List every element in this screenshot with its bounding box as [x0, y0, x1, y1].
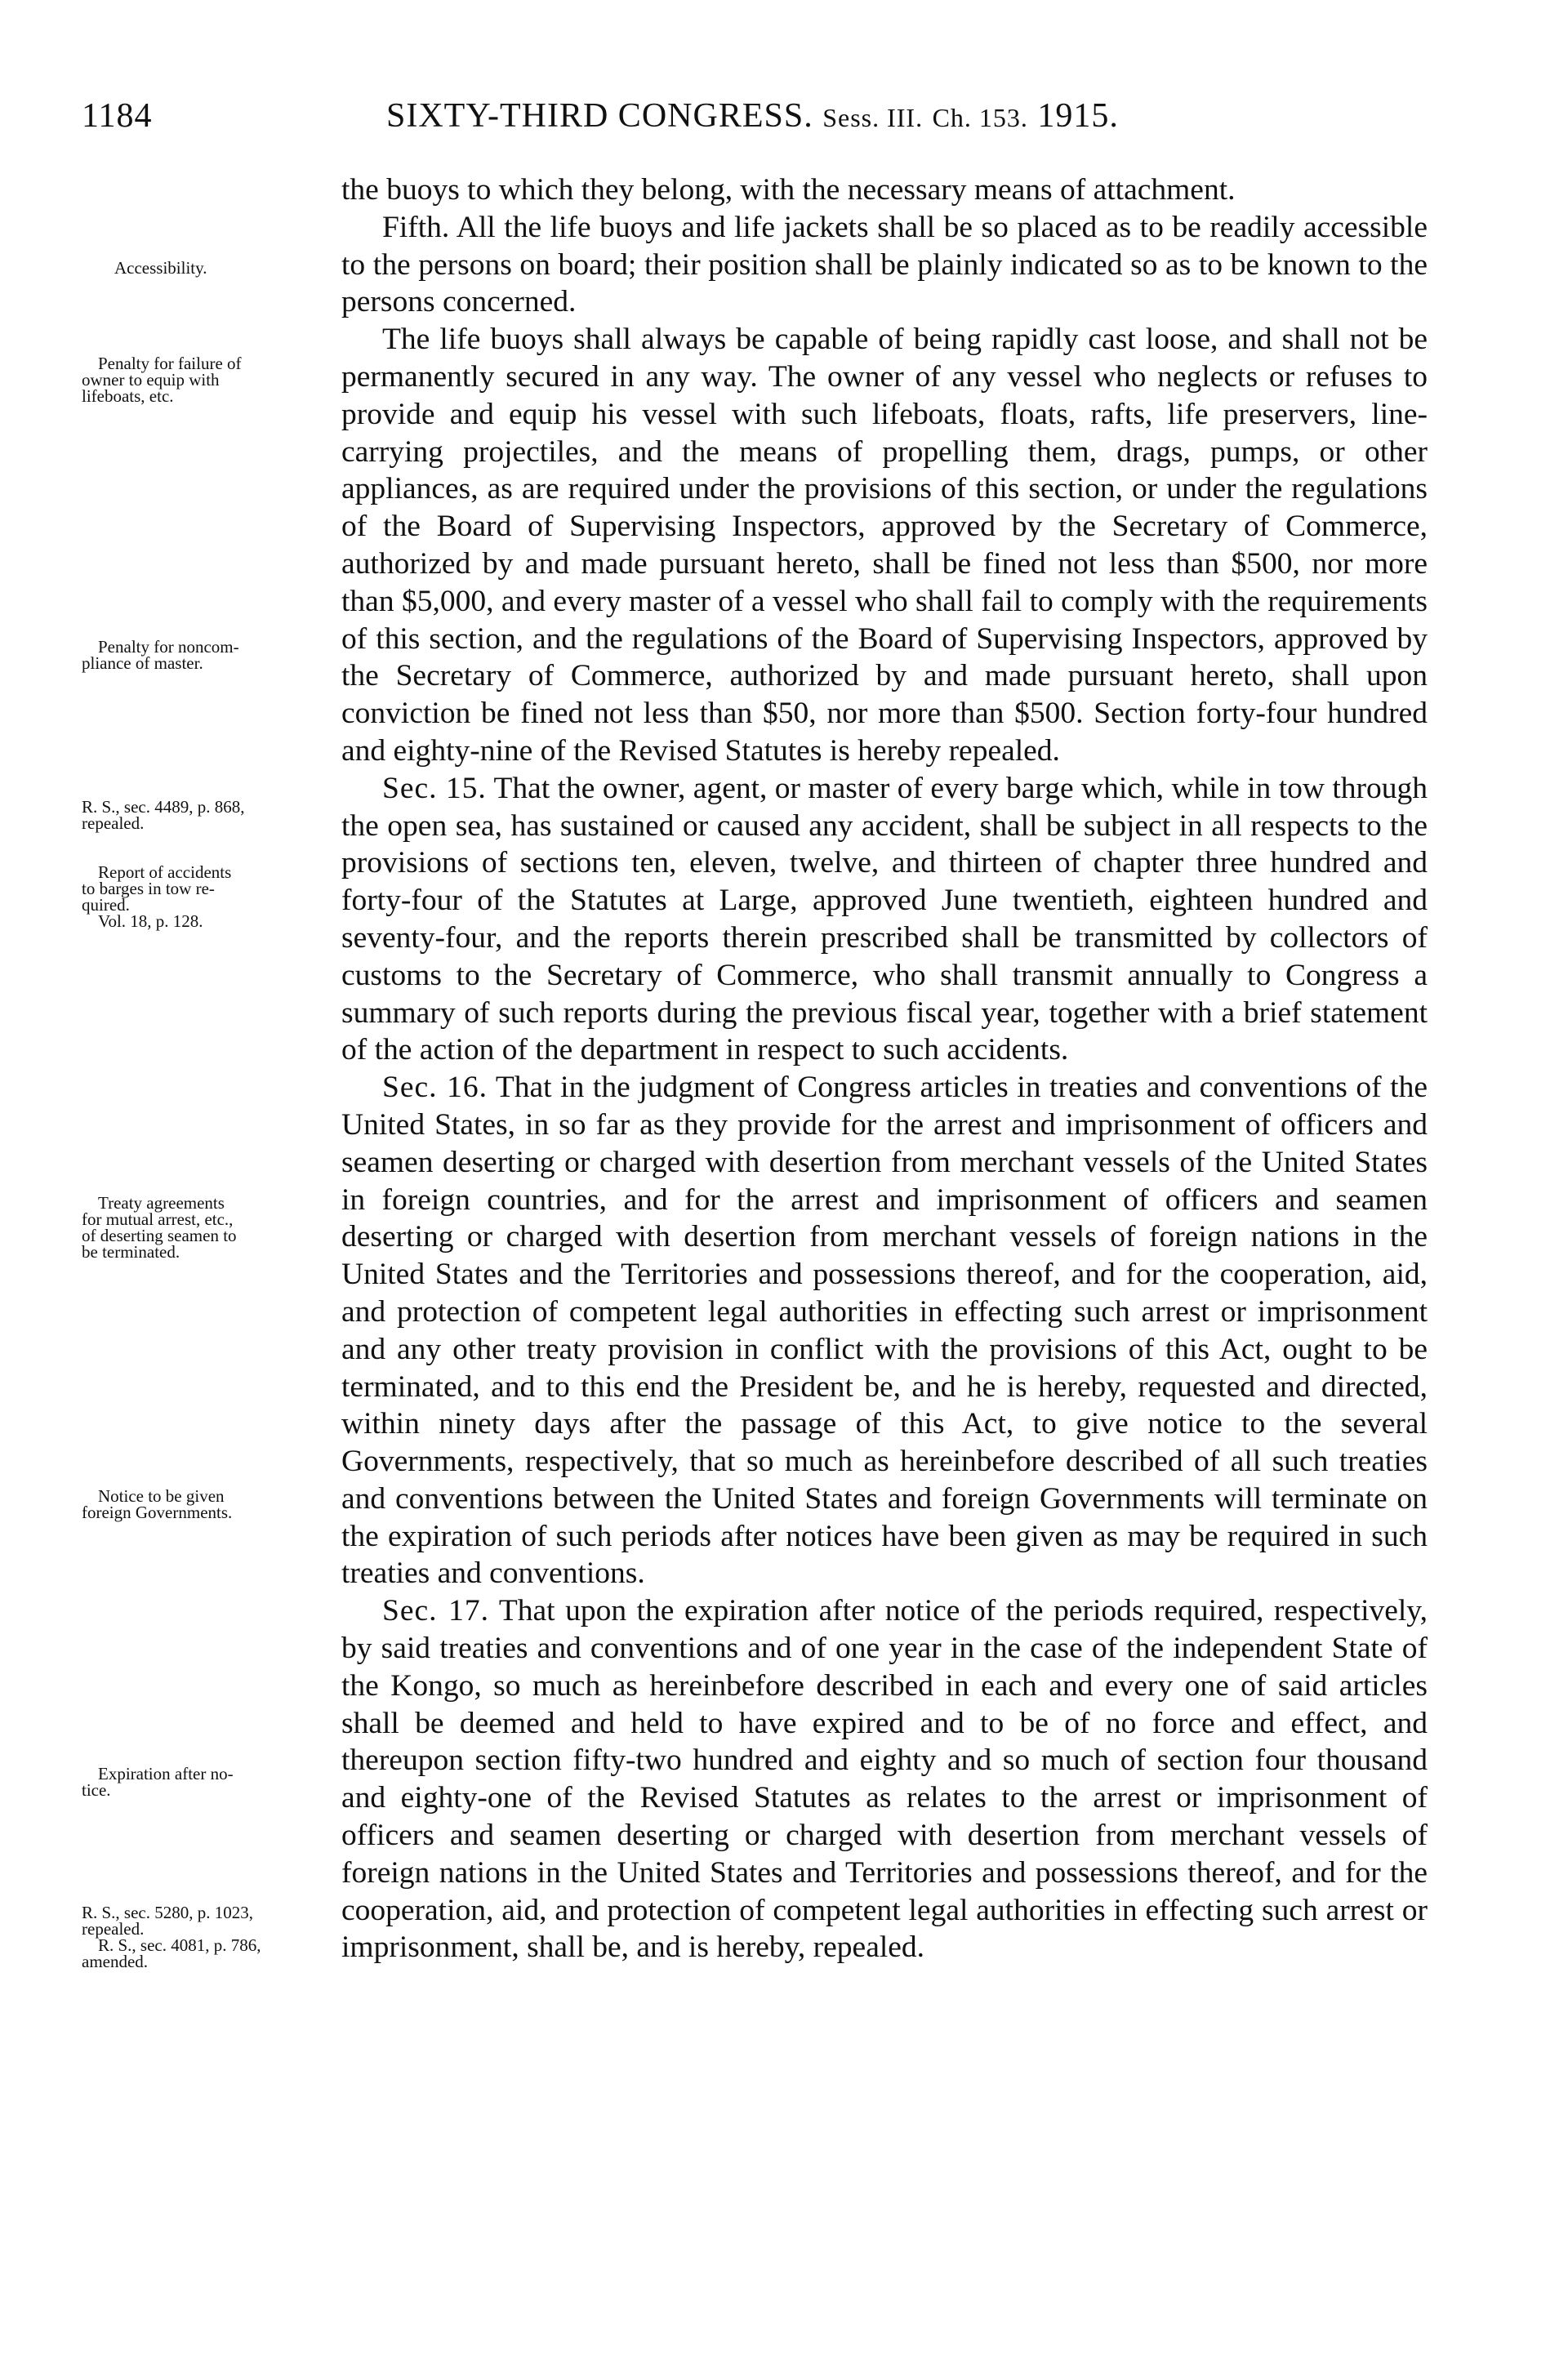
- paragraph-sec-15: [341, 770, 1428, 1069]
- margin-note-line: Expiration after no-: [98, 1764, 234, 1783]
- margin-note-line: Treaty agreements: [98, 1193, 225, 1213]
- margin-note-line: pliance of master.: [82, 653, 203, 673]
- margin-note-line: Accessibility.: [114, 258, 207, 278]
- margin-note-line: Penalty for noncom-: [98, 637, 239, 657]
- margin-note-line: of deserting seamen to: [82, 1226, 237, 1245]
- margin-note-line: repealed.: [82, 1919, 145, 1939]
- year-label: 1915.: [1037, 97, 1119, 135]
- section-text: That upon the expiration after notice of the periods required, respectively, by said treaties and conventions and of one year in the case of the independent State of the Kongo, so much as hereinbefore described in each and every one of said articles shall be deemed and held to have expired and to be of no force and effect, and thereupon section fifty-two hundred and eighty and so much of section four thousand and eighty-one of the Revised Statutes as relates to the arrest or imprisonment of officers and seamen deserting or charged with desertion from merchant vessels of foreign nations in the United States and Territories and possessions thereof, and for the cooperation, aid, and protection of competent legal authorities in effecting such arrest or imprisonment, shall be, and is hereby, repealed.: [341, 1594, 1428, 1965]
- chapter-label: Ch. 153.: [932, 103, 1028, 132]
- margin-note-line: be terminated.: [82, 1242, 180, 1262]
- section-number: Sec. 15.: [382, 771, 487, 805]
- margin-note-rs-5280-4081: [82, 1904, 327, 1970]
- running-head: [386, 96, 1119, 136]
- margin-note-penalty-owner: [82, 355, 327, 404]
- margin-note-accessibility: [82, 260, 327, 276]
- margin-note-line: repealed.: [82, 813, 145, 833]
- section-text: That in the judgment of Congress articles in treaties and conventions of the United States, in so far as they provide for the arrest and imprisonment of officers and seamen deserting or charged with desertion from merchant vessels of the United States in foreign countries, and for the arrest and imprisonment of officers and seamen deserting or charged with desertion from merchant vessels of foreign nations in the United States and the Territories and possessions thereof, and for the cooperation, aid, and protection of competent legal authorities in effecting such arrest or imprisonment and any other treaty provision in conflict with the provisions of this Act, ought to be terminated, and to this end the President be, and he is hereby, requested and directed, within ninety days after the passage of this Act, to give notice to the several Governments, respectively, that so much as hereinbefore described of all such treaties and conventions between the United States and foreign Governments will terminate on the expiration of such periods after notices have been given as may be required in such treaties and conventions.: [341, 1071, 1428, 1591]
- margin-note-report-accidents: [82, 864, 327, 929]
- page-number: 1184: [82, 97, 153, 135]
- paragraph-sec-17: [341, 1592, 1428, 1966]
- page-header: [82, 96, 1486, 145]
- section-number: Sec. 16.: [382, 1071, 488, 1105]
- margin-note-line: amended.: [82, 1952, 149, 1971]
- paragraph-continuation: the buoys to which they belong, with the necessary means of attachment.: [341, 173, 1236, 207]
- margin-note-line: tice.: [82, 1780, 111, 1800]
- paragraph-penalties: The life buoys shall always be capable of being rapidly cast loose, and shall not be permanently secured in any way. The owner of any vessel who neglects or refuses to provide and equip his vessel with such lifeboats, floats, rafts, life preservers, line-carrying projectiles, and the means of propelling them, drags, pumps, or other appliances, as are required under the provisions of this section, or under the regulations of the Board of Supervising Inspectors, approved by the Secretary of Commerce, authorized by and made pursuant hereto, shall be fined not less than $500, nor more than $5,000, and every master of a vessel who shall fail to comply with the requirements of this section, and the regulations of the Board of Supervising Inspectors, approved by the Secretary of Commerce, authorized by and made pursuant hereto, shall upon conviction be fined not less than $50, nor more than $500. Section forty-four hundred and eighty-nine of the Revised Statutes is hereby repealed.: [341, 323, 1428, 768]
- margin-note-line: Vol. 18, p. 128.: [98, 911, 203, 931]
- margin-note-line: quired.: [82, 895, 130, 915]
- margin-note-line: R. S., sec. 5280, p. 1023,: [82, 1903, 253, 1922]
- paragraph-sec-16: [341, 1069, 1428, 1592]
- margin-note-line: Report of accidents: [98, 862, 232, 882]
- session-label: Sess. III.: [822, 103, 924, 132]
- margin-note-line: R. S., sec. 4489, p. 868,: [82, 797, 245, 817]
- paragraph-fifth: Fifth. All the life buoys and life jackets shall be so placed as to be readily accessible to the persons on board; their position shall be plainly indicated so as to be known to the persons concerned.: [341, 210, 1428, 319]
- section-text: That the owner, agent, or master of every barge which, while in tow through the open sea, has sustained or caused any accident, shall be subject in all respects to the provisions of sections ten, eleven, twelve, and thirteen of chapter three hundred and forty-four of the Statutes at Large, approved June twentieth, eighteen hundred and seventy-four, and the reports therein prescribed shall be transmitted by collectors of customs to the Secretary of Commerce, who shall transmit annually to Congress a summary of such reports during the previous fiscal year, together with a brief statement of the action of the department in respect to such accidents.: [341, 771, 1428, 1067]
- margin-note-treaty-agreements: [82, 1195, 327, 1260]
- margin-note-penalty-master: [82, 639, 327, 671]
- running-head-title: SIXTY-THIRD CONGRESS.: [386, 97, 813, 135]
- section-number: Sec. 17.: [382, 1594, 489, 1628]
- margin-note-line: for mutual arrest, etc.,: [82, 1209, 234, 1229]
- margin-note-line: owner to equip with: [82, 370, 220, 390]
- margin-note-rs-4489: [82, 799, 327, 831]
- margin-note-expiration: [82, 1766, 327, 1798]
- margin-note-line: foreign Governments.: [82, 1503, 233, 1522]
- margin-note-line: lifeboats, etc.: [82, 386, 174, 406]
- margin-note-line: to barges in tow re-: [82, 879, 215, 898]
- statute-body: [341, 171, 1428, 1966]
- margin-note-notice-governments: [82, 1488, 327, 1521]
- margin-note-line: Notice to be given: [98, 1486, 225, 1506]
- margin-note-line: R. S., sec. 4081, p. 786,: [98, 1935, 261, 1955]
- margin-note-line: Penalty for failure of: [98, 354, 242, 373]
